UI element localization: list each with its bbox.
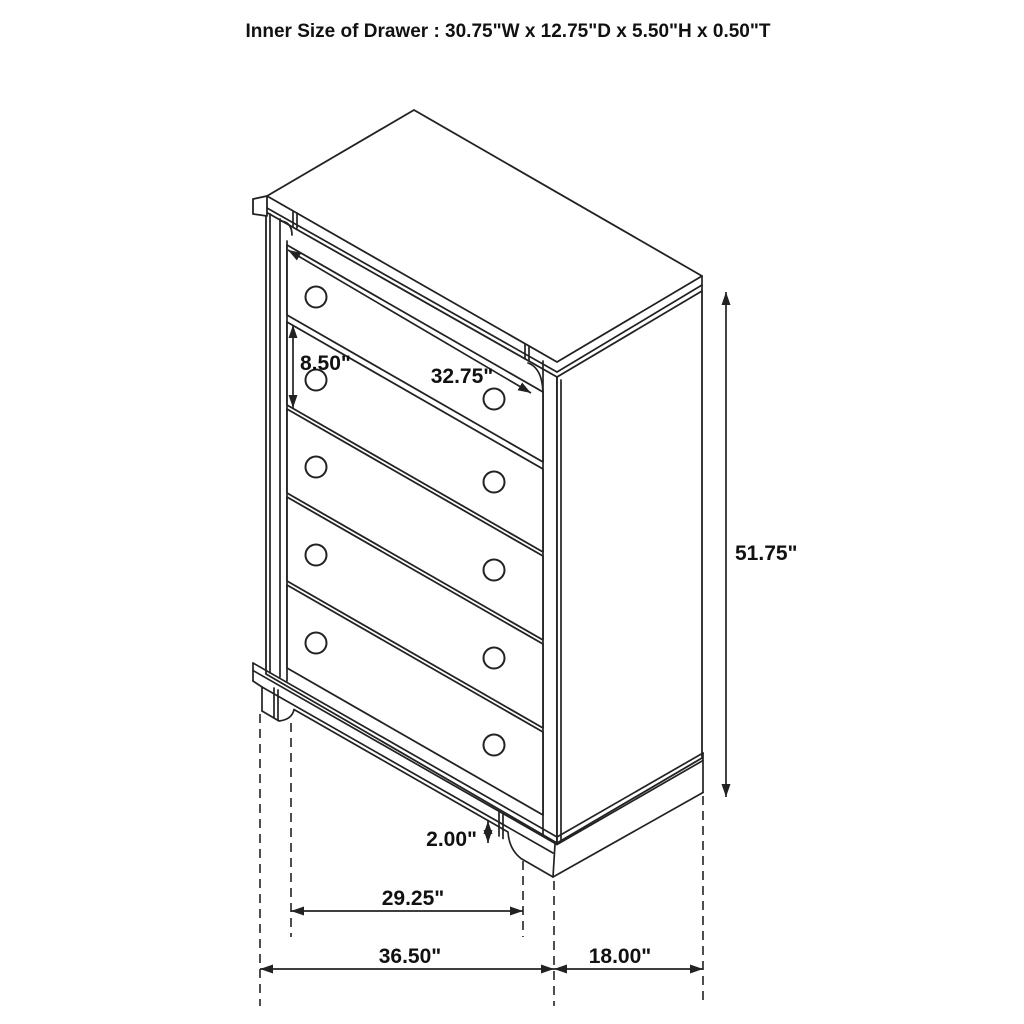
drawer-5-right-knob [484, 735, 505, 756]
drawer-height-label: 8.50" [300, 352, 351, 375]
page-title: Inner Size of Drawer : 30.75"W x 12.75"D x 5.50"H x 0.50"T [245, 21, 771, 42]
overall-depth-label: 18.00" [588, 945, 652, 968]
drawer-2-right-knob [484, 472, 505, 493]
dim-overall-depth [554, 945, 703, 969]
drawer-3-right-knob [484, 560, 505, 581]
dim-foot-height [426, 821, 488, 851]
chest-right-face [557, 291, 702, 843]
drawer-4-right-knob [484, 648, 505, 669]
drawer-1-left-knob [306, 287, 327, 308]
overall-height-label: 51.75" [735, 542, 798, 565]
between-feet-label: 29.25" [381, 887, 445, 910]
chest-body [253, 110, 703, 877]
dim-overall-width [260, 945, 554, 969]
drawer-4-left-knob [306, 545, 327, 566]
foot-height-label: 2.00" [426, 828, 477, 851]
overall-width-label: 36.50" [378, 945, 442, 968]
drawer-width-label: 32.75" [430, 365, 494, 388]
drawer-3-left-knob [306, 457, 327, 478]
drawer-5-left-knob [306, 633, 327, 654]
dim-overall-height [726, 292, 798, 797]
drawer-1-right-knob [484, 389, 505, 410]
dim-between-feet [291, 887, 523, 911]
